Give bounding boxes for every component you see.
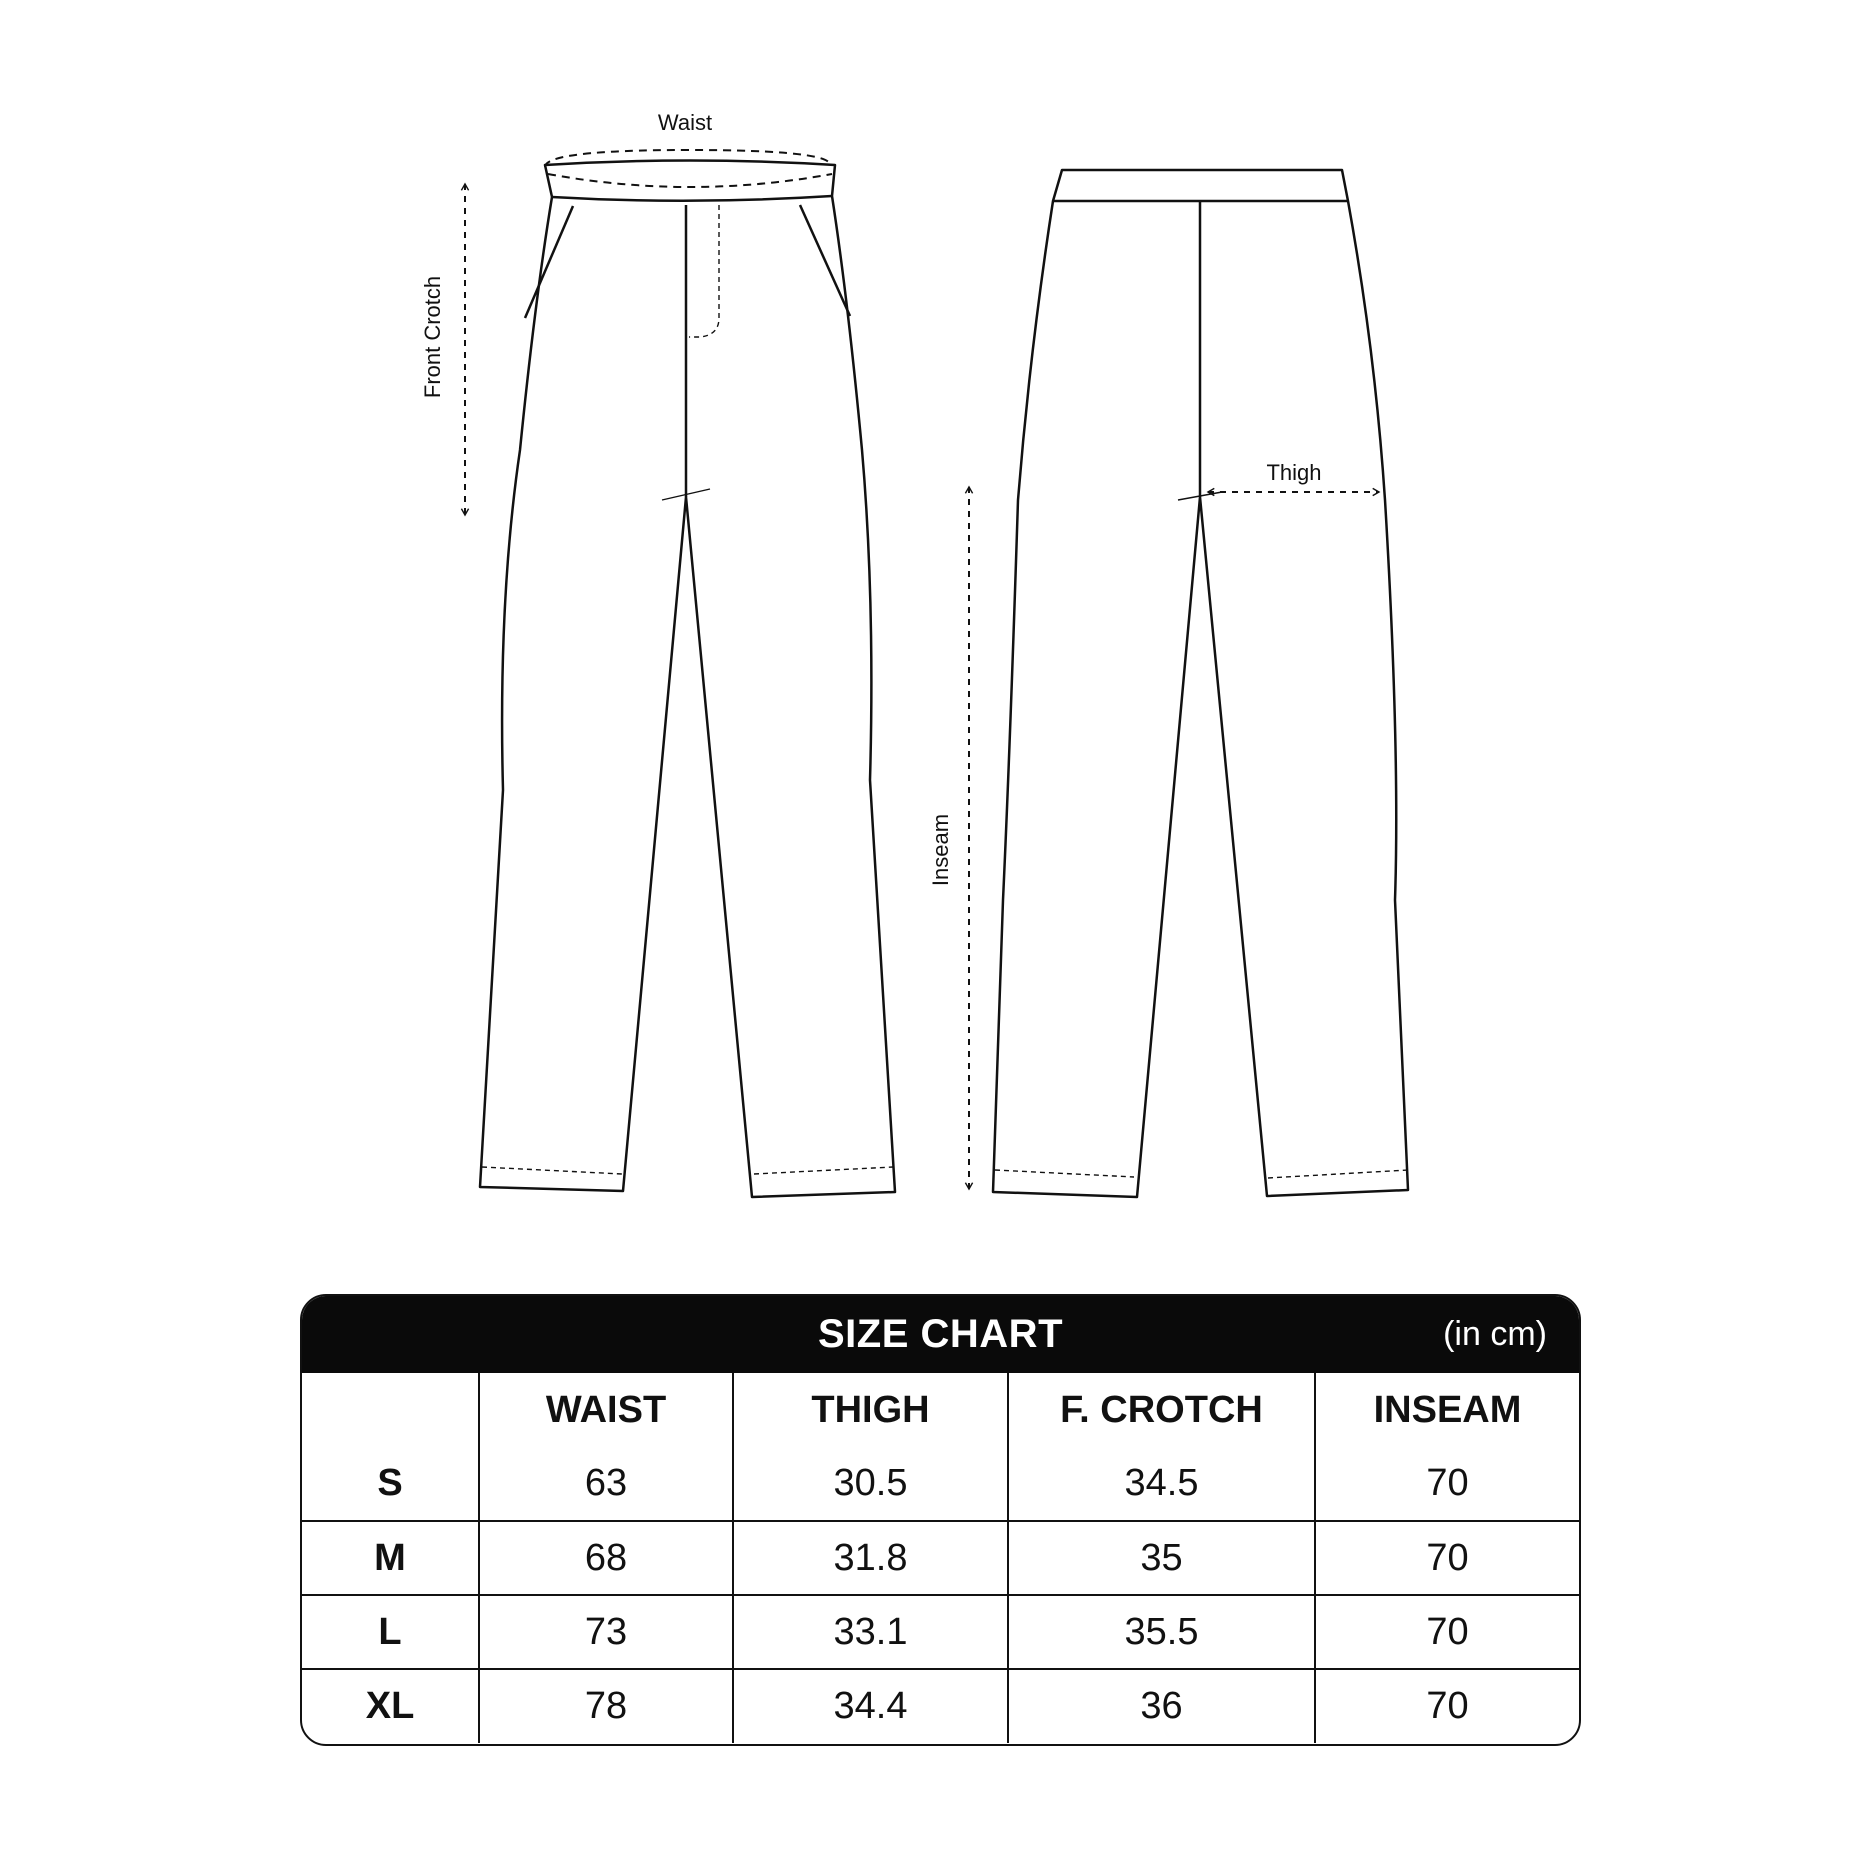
size-chart-title: SIZE CHART [818,1312,1063,1356]
f-crotch-cell: 35 [1008,1521,1315,1595]
front-waistband [552,196,832,201]
column-header-inseam: INSEAM [1373,1388,1522,1431]
pants-front-view [480,161,895,1198]
inseam-label: Inseam [928,813,953,887]
waist-cell: 68 [479,1521,733,1595]
back-left-hem-stitch [995,1170,1134,1177]
inseam-cell: 70 [1315,1595,1579,1669]
waist-cell: 78 [479,1669,733,1743]
waist-measure [545,150,832,187]
table-header-row [302,1373,1579,1447]
table-row [302,1447,1579,1521]
size-cell: XL [302,1669,479,1743]
size-cell: M [302,1521,479,1595]
waist-label: Waist [657,110,713,135]
column-header-size [302,1373,479,1447]
right-pocket [800,205,850,316]
back-right-hem-stitch [1268,1170,1408,1178]
left-hem-stitch [482,1167,622,1174]
table-row [302,1669,1579,1743]
thigh-cell: 31.8 [733,1521,1008,1595]
column-header-thigh: THIGH [733,1373,1008,1447]
column-header-waist: WAIST [479,1373,733,1447]
table-row [302,1521,1579,1595]
thigh-cell: 33.1 [733,1595,1008,1669]
waist-cell: 73 [479,1595,733,1669]
column-header-f-crotch: F. CROTCH [1008,1373,1315,1447]
size-chart [300,1294,1581,1746]
size-table [302,1373,1579,1743]
f-crotch-cell: 36 [1008,1669,1315,1743]
front-fly-stitch [689,205,719,337]
size-chart-unit: (in cm) [1443,1315,1547,1353]
table-row [302,1595,1579,1669]
waist-cell: 63 [479,1447,733,1521]
thigh-cell: 30.5 [733,1447,1008,1521]
size-cell: L [302,1595,479,1669]
inseam-cell: 70 [1315,1447,1579,1521]
size-cell: S [302,1447,479,1521]
inseam-cell: 70 [1315,1521,1579,1595]
front-crotch-label: Front Crotch [420,275,445,399]
front-outline [480,161,895,1198]
thigh-label: Thigh [1266,460,1322,485]
inseam-cell: 70 [1426,1685,1469,1727]
size-chart-header [302,1296,1579,1373]
pants-back-view [993,170,1408,1197]
right-hem-stitch [754,1167,893,1174]
thigh-cell: 34.4 [733,1669,1008,1743]
f-crotch-cell: 34.5 [1008,1447,1315,1521]
f-crotch-cell: 35.5 [1008,1595,1315,1669]
